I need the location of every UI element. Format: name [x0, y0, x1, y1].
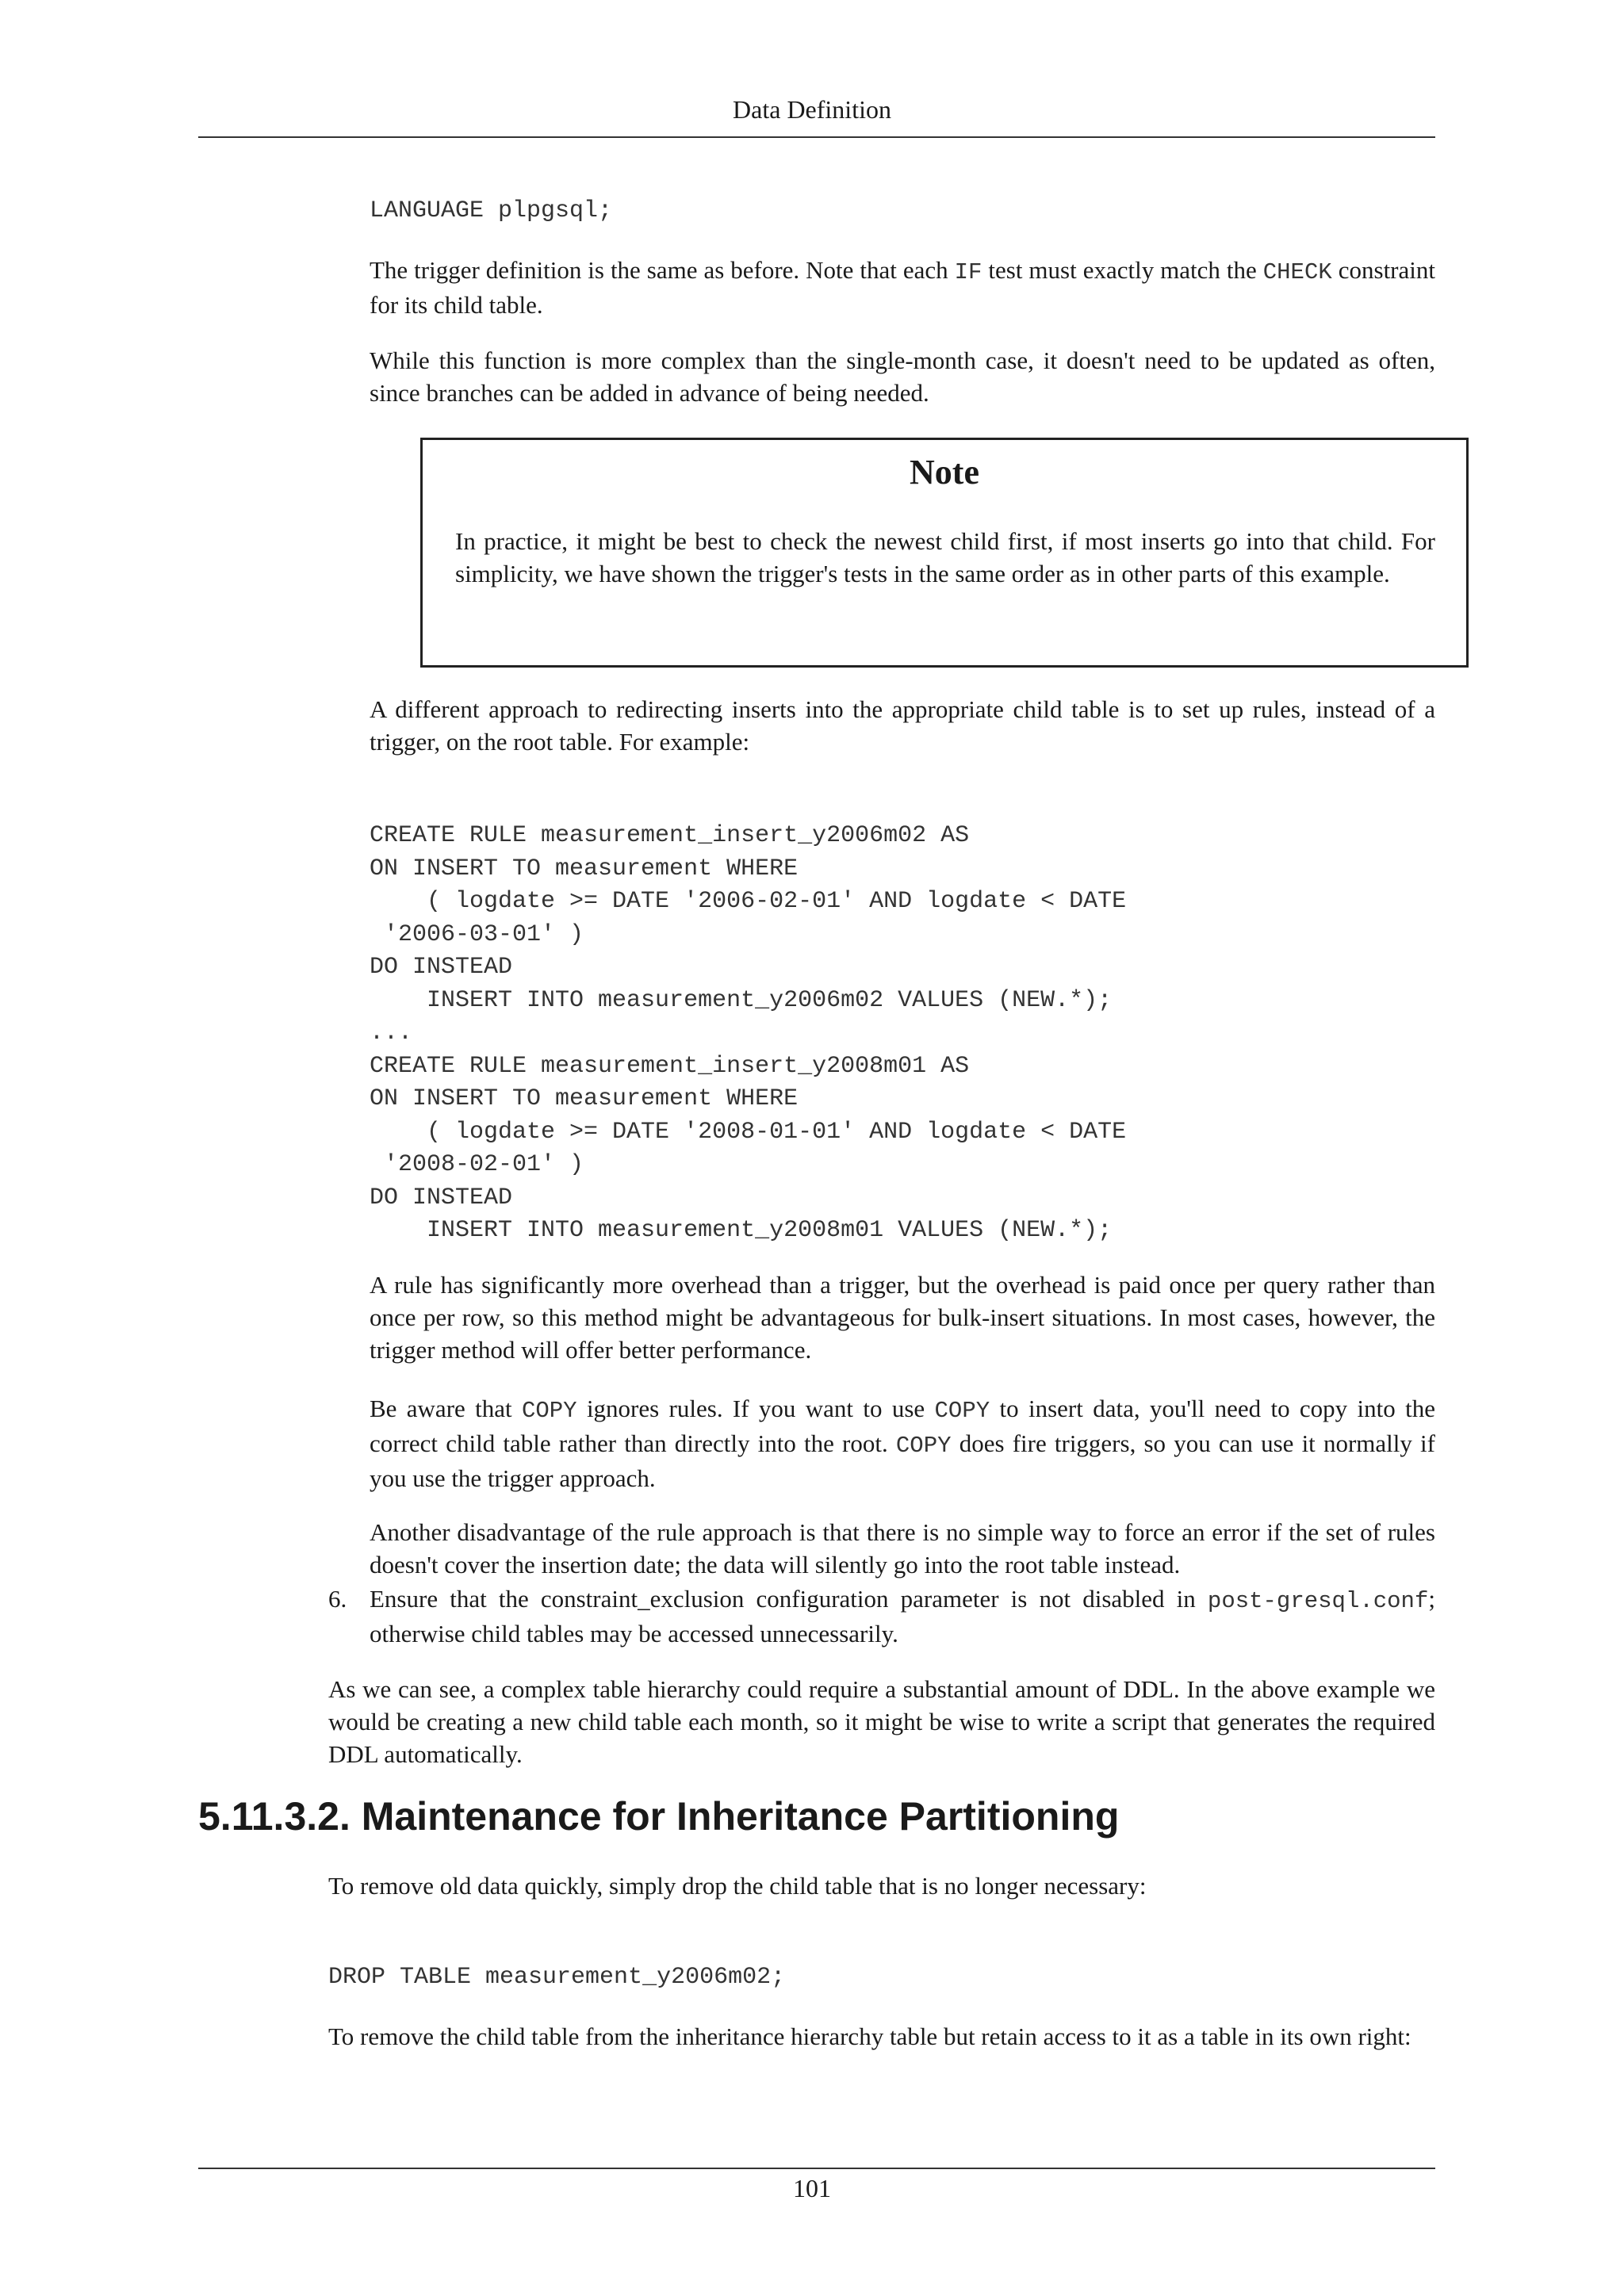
paragraph-remove-child-table: To remove the child table from the inheritance hierarchy table but retain access to it as a table in its own right: — [328, 2022, 1411, 2050]
paragraph-rule-overhead: A rule has significantly more overhead than a trigger, but the overhead is paid once per query rather than once per row, so this method might be advantageous for bulk-insert situations. In most cases, however, the trigger method will offer better performance. — [370, 1271, 1435, 1364]
inline-code: COPY — [934, 1398, 990, 1424]
paragraph-remove-old-data: To remove old data quickly, simply drop the child table that is no longer necessary: — [328, 1872, 1147, 1900]
inline-code: COPY — [895, 1433, 952, 1459]
paragraph-ddl-hierarchy: As we can see, a complex table hierarchy could require a substantial amount of DDL. In the above example we would be creating a new child table each month, so it might be wise to write a script that generates the required DDL automatically. — [328, 1675, 1435, 1768]
footer-rule — [198, 2168, 1435, 2169]
paragraph-trigger-definition — [370, 254, 1435, 321]
code-drop-table: DROP TABLE measurement_y2006m02; — [328, 1964, 786, 1991]
section-heading: 5.11.3.2. Maintenance for Inheritance Partitioning — [198, 1794, 1120, 1839]
note-title: Note — [910, 453, 979, 492]
inline-code: post-gresql.conf — [1207, 1588, 1429, 1614]
code-language-line: LANGUAGE plpgsql; — [370, 197, 613, 224]
text-run: test must exactly match the — [982, 256, 1263, 284]
text-run: to insert data, you'll need to copy into the correct child table rather than directly into the root. — [370, 1395, 1435, 1457]
paragraph-rules-approach: A different approach to redirecting inserts into the appropriate child table is to set up rules, instead of a trigger, on the root table. For example: — [370, 695, 1435, 756]
text-run: ; otherwise child tables may be accessed unnecessarily. — [370, 1585, 1435, 1647]
note-body: In practice, it might be best to check the newest child first, if most inserts go into that child. For simplicity, we have shown the trigger's tests in the same order as in other parts of this example. — [455, 527, 1435, 587]
list-item-constraint-exclusion — [370, 1582, 1435, 1650]
text-run: Ensure that the constraint_exclusion configuration parameter is not disabled in — [370, 1585, 1208, 1613]
inline-code: IF — [954, 259, 982, 285]
text-run: Be aware that — [370, 1395, 522, 1422]
inline-code: COPY — [521, 1398, 577, 1424]
page-number: 101 — [793, 2174, 831, 2202]
text-run: does fire triggers, so you can use it normally if you use the trigger approach. — [370, 1429, 1435, 1492]
list-item-number: 6. — [328, 1585, 347, 1613]
running-header: Data Definition — [733, 95, 891, 124]
text-run: ignores rules. If you want to use — [576, 1395, 935, 1422]
text-run: constraint for its child table. — [370, 256, 1435, 319]
paragraph-complex-function: While this function is more complex than the single-month case, it doesn't need to be updated as often, since branches can be added in advance of being needed. — [370, 346, 1435, 407]
paragraph-copy-rules — [370, 1392, 1435, 1494]
paragraph-rule-disadvantage: Another disadvantage of the rule approach is that there is no simple way to force an error if the set of rules doesn't cover the insertion date; the data will silently go into the root table instead. — [370, 1518, 1435, 1578]
inline-code: CHECK — [1262, 259, 1332, 285]
text-run: The trigger definition is the same as before. Note that each — [370, 256, 955, 284]
header-rule — [198, 136, 1435, 138]
code-block-create-rules: CREATE RULE measurement_insert_y2006m02 AS ON INSERT TO measurement WHERE ( logdate >= DATE '2006-02-01' AND logdate < DATE '2006-03-01' ) DO INSTEAD INSERT INTO measurement_y2006m02 VALUES (NEW.*); ... CREATE RULE measurement_insert_y2008m01 AS ON INSERT TO measurement WHERE ( logdate >= DATE '2008-01-01' AND logdate < DATE '2008-02-01' ) DO INSTEAD INSERT INTO measurement_y2008m01 VALUES (NEW.*); — [370, 822, 1127, 1244]
